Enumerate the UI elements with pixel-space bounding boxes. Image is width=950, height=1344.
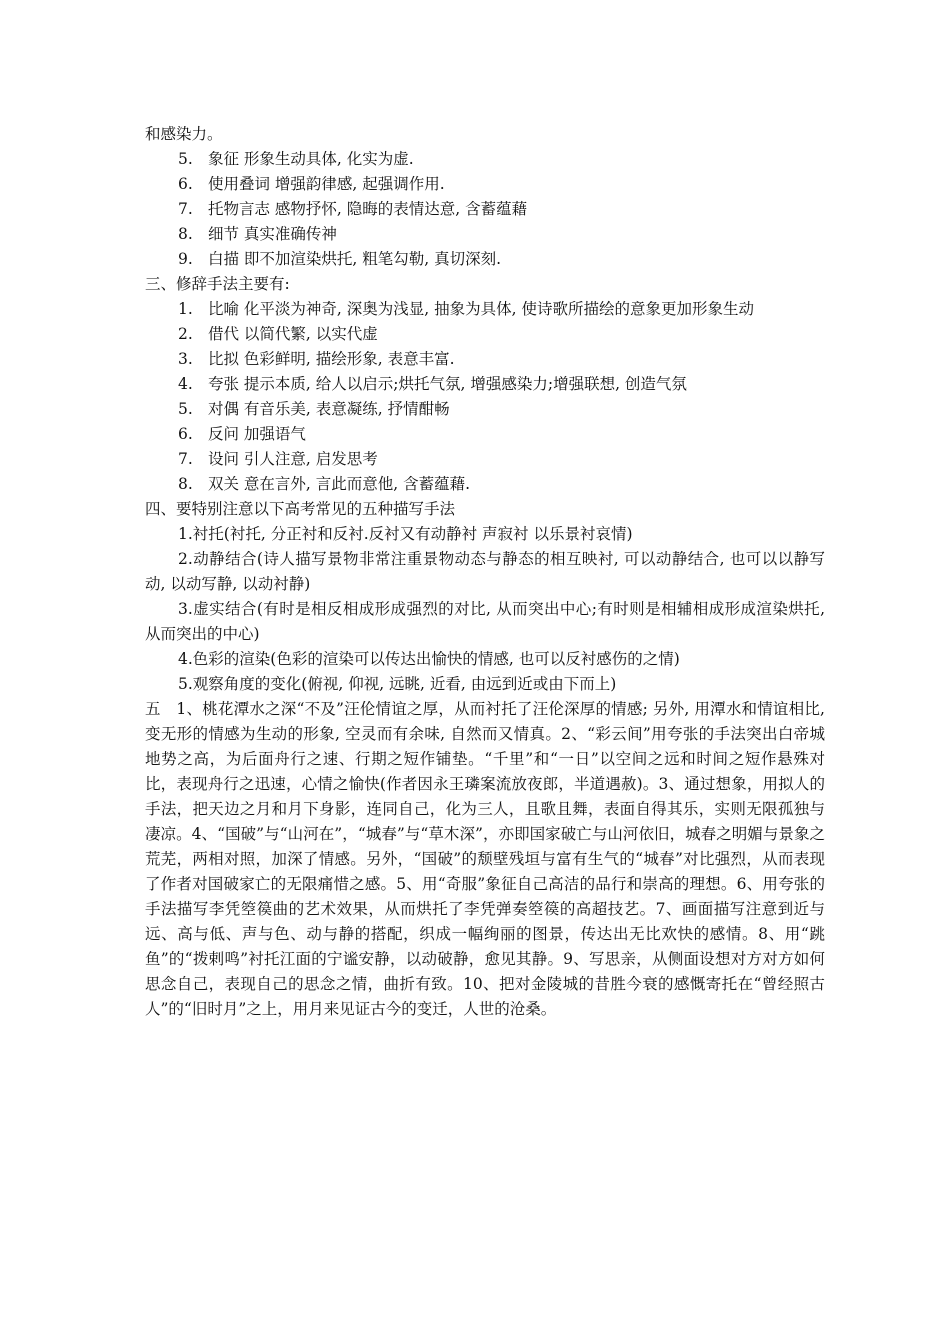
- list-item: [145, 347, 825, 372]
- item-number: 1.: [178, 300, 193, 318]
- section-3-heading: 三、修辞手法主要有:: [145, 275, 290, 293]
- section-5-answers: 五 1、桃花潭水之深“不及”汪伦情谊之厚，从而衬托了汪伦深厚的情感; 另外, 用潭水和情谊相比, 变无形的情感为生动的形象, 空灵而有余味, 自然而又情真。2、“彩云间”用夸张的手法突出白帝城地势之高，为后面舟行之速、行期之短作铺垫。“千里”和“一日”以空间之远和时间之短作悬殊对比，表现舟行之迅速，心情之愉快(作者因永王璘案流放夜郎，半道遇赦)。3、通过想象，用拟人的手法，把天边之月和月下身影，连同自己，化为三人，且歌且舞，表面自得其乐，实则无限孤独与凄凉。4、“国破”与“山河在”，“城春”与“草木深”，亦即国家破亡与山河依旧，城春之明媚与景象之荒芜，两相对照，加深了情感。另外，“国破”的颓壁残垣与富有生气的“城春”对比强烈，从而表现了作者对国破家亡的无限痛惜之感。5、用“奇服”象征自己高洁的品行和崇高的理想。6、用夸张的手法描写李凭箜篌曲的艺术效果，从而烘托了李凭弹奏箜篌的高超技艺。7、画面描写注意到近与远、高与低、声与色、动与静的搭配，织成一幅绚丽的图景，传达出无比欢快的感情。8、用“跳鱼”的“拨剌鸣”衬托江面的宁谧安静，以动破静，愈见其静。9、写思亲，从侧面设想对方对方如何思念自己，表现自己的思念之情，曲折有致。10、把对金陵城的昔胜今衰的感慨寄托在“曾经照古人”的“旧时月”之上，用月来见证古今的变迁，人世的沧桑。: [145, 700, 825, 1018]
- item-text: 夸张 提示本质, 给人以启示;烘托气氛, 增强感染力;增强联想, 创造气氛: [208, 375, 687, 393]
- list-item: [145, 322, 825, 347]
- section-4-heading: 四、要特别注意以下高考常见的五种描写手法: [145, 500, 456, 518]
- item-number: 8.: [178, 475, 193, 493]
- list-item: [145, 397, 825, 422]
- method-paragraph: 4.色彩的渲染(色彩的渲染可以传达出愉快的情感, 也可以反衬感伤的之情): [178, 650, 680, 668]
- method-paragraph: 2.动静结合(诗人描写景物非常注重景物动态与静态的相互映衬, 可以动静结合, 也可以以静写动, 以动写静, 以动衬静): [145, 550, 825, 593]
- technique-list-continued: [145, 147, 825, 272]
- item-number: 7.: [178, 450, 193, 468]
- item-text: 托物言志 感物抒怀, 隐晦的表情达意, 含蓄蕴藉: [208, 200, 528, 218]
- list-item: [145, 172, 825, 197]
- item-number: 9.: [178, 250, 193, 268]
- list-item: [145, 197, 825, 222]
- item-text: 借代 以简代繁, 以实代虚: [208, 325, 378, 343]
- description-methods: [145, 522, 825, 697]
- item-text: 白描 即不加渲染烘托, 粗笔勾勒, 真切深刻.: [208, 250, 502, 268]
- list-item: [145, 447, 825, 472]
- list-item: [145, 372, 825, 397]
- rhetoric-list: [145, 297, 825, 497]
- item-text: 对偶 有音乐美, 表意凝练, 抒情酣畅: [208, 400, 450, 418]
- list-item: [145, 472, 825, 497]
- list-item: [145, 247, 825, 272]
- item-number: 5.: [178, 150, 193, 168]
- item-text: 象征 形象生动具体, 化实为虚.: [208, 150, 414, 168]
- item-text: 比喻 化平淡为神奇, 深奥为浅显, 抽象为具体, 使诗歌所描绘的意象更加形象生动: [208, 300, 754, 318]
- item-text: 双关 意在言外, 言此而意他, 含蓄蕴藉.: [208, 475, 471, 493]
- intro-tail: 和感染力。: [145, 125, 223, 143]
- item-number: 6.: [178, 425, 193, 443]
- method-paragraph: 1.衬托(衬托, 分正衬和反衬.反衬又有动静衬 声寂衬 以乐景衬哀情): [178, 525, 633, 543]
- item-number: 2.: [178, 325, 193, 343]
- item-number: 8.: [178, 225, 193, 243]
- item-number: 3.: [178, 350, 193, 368]
- item-number: 6.: [178, 175, 193, 193]
- method-paragraph: 3.虚实结合(有时是相反相成形成强烈的对比, 从而突出中心;有时则是相辅相成形成渲染烘托, 从而突出的中心): [145, 600, 825, 643]
- method-paragraph: 5.观察角度的变化(俯视, 仰视, 远眺, 近看, 由远到近或由下而上): [178, 675, 617, 693]
- item-text: 细节 真实准确传神: [208, 225, 337, 243]
- item-text: 比拟 色彩鲜明, 描绘形象, 表意丰富.: [208, 350, 455, 368]
- list-item: [145, 147, 825, 172]
- item-number: 5.: [178, 400, 193, 418]
- list-item: [145, 297, 825, 322]
- document-body: [145, 122, 825, 1022]
- item-text: 使用叠词 增强韵律感, 起强调作用.: [208, 175, 445, 193]
- item-text: 设问 引人注意, 启发思考: [208, 450, 378, 468]
- item-number: 4.: [178, 375, 193, 393]
- list-item: [145, 222, 825, 247]
- item-text: 反问 加强语气: [208, 425, 306, 443]
- list-item: [145, 422, 825, 447]
- item-number: 7.: [178, 200, 193, 218]
